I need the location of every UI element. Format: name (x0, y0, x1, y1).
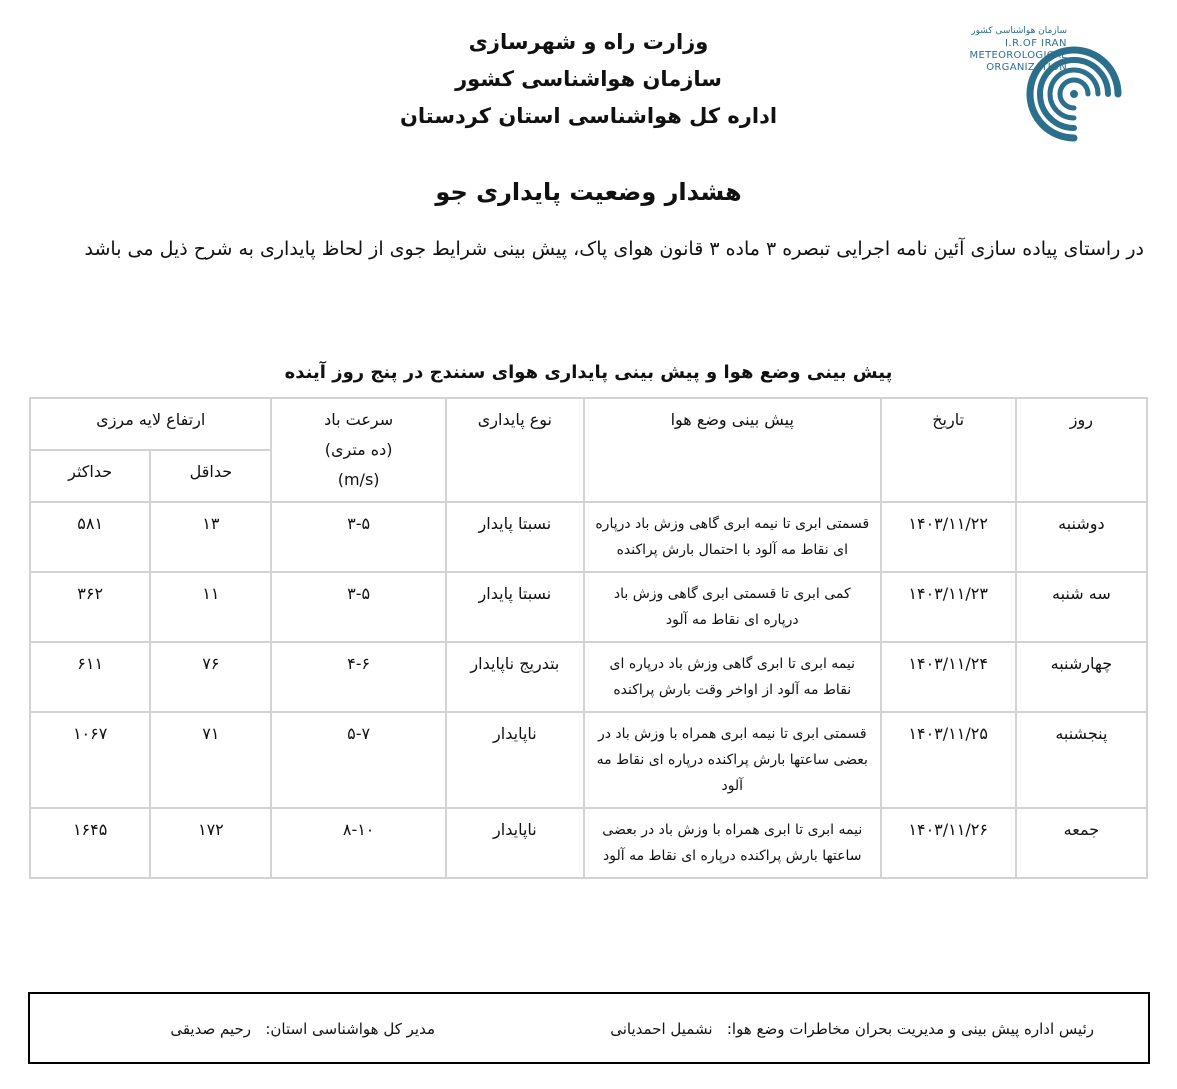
table-header-row (30, 398, 1147, 450)
logo-english-line-1: I.R.OF IRAN (1004, 38, 1067, 49)
table-row (30, 808, 1147, 878)
logo-persian-text: سازمان هواشناسی کشور (971, 26, 1067, 36)
meteorological-organization-logo (960, 24, 1125, 144)
table-row (30, 572, 1147, 642)
header-min: حداقل (150, 450, 271, 502)
cell-stability: بتدریج ناپایدار (446, 642, 584, 712)
cell-date: ۱۴۰۳/۱۱/۲۴ (881, 642, 1016, 712)
director-name: رحیم صدیقی (170, 1020, 252, 1038)
cell-day: جمعه (1016, 808, 1147, 878)
cell-day: دوشنبه (1016, 502, 1147, 572)
cell-day: چهارشنبه (1016, 642, 1147, 712)
cell-wind: ۸-۱۰ (271, 808, 445, 878)
forecast-head-name: نشمیل احمدیانی (610, 1020, 713, 1038)
ministry-name: وزارت راه و شهرسازی (468, 30, 709, 54)
provincial-office-name: اداره کل هواشناسی استان کردستان (399, 104, 778, 128)
cell-max: ۳۶۲ (30, 572, 150, 642)
cell-wind: ۵-۷ (271, 712, 445, 808)
director-title: مدیر کل هواشناسی استان: (265, 1020, 435, 1038)
forecast-head-signature (610, 1020, 1094, 1038)
cell-forecast: نیمه ابری تا ابری گاهی وزش باد درپاره ای نقاط مه آلود از اواخر وقت بارش پراکنده (584, 642, 881, 712)
organization-name: سازمان هواشناسی کشور (455, 67, 722, 91)
forecast-head-title: رئیس اداره پیش بینی و مدیریت بحران مخاطرات وضع هوا: (726, 1020, 1094, 1038)
intro-paragraph: در راستای پیاده سازی آئین نامه اجرایی تبصره ۳ ماده ۳ قانون هوای پاک، پیش بینی شرایط جوی از لحاظ پایداری به شرح ذیل می باشد (84, 238, 1144, 260)
cell-min: ۱۷۲ (150, 808, 271, 878)
cell-min: ۱۱ (150, 572, 271, 642)
table-title: پیش بینی وضع هوا و پیش بینی پایداری هوای سنندج در پنج روز آینده (284, 362, 893, 383)
cell-day: پنجشنبه (1016, 712, 1147, 808)
cell-min: ۱۳ (150, 502, 271, 572)
director-signature (170, 1020, 435, 1038)
cell-day: سه شنبه (1016, 572, 1147, 642)
header-boundary-layer: ارتفاع لایه مرزی (30, 398, 271, 450)
table-row (30, 502, 1147, 572)
cell-min: ۷۶ (150, 642, 271, 712)
logo-english-line-3: ORGANIZATION (986, 62, 1067, 73)
header-wind-line-2: (ده متری) (324, 440, 393, 459)
header-day: روز (1016, 398, 1147, 502)
cell-max: ۶۱۱ (30, 642, 150, 712)
cell-date: ۱۴۰۳/۱۱/۲۳ (881, 572, 1016, 642)
cell-stability: ناپایدار (446, 712, 584, 808)
cell-min: ۷۱ (150, 712, 271, 808)
cell-date: ۱۴۰۳/۱۱/۲۵ (881, 712, 1016, 808)
cell-forecast: کمی ابری تا قسمتی ابری گاهی وزش باد درپاره ای نقاط مه آلود (584, 572, 881, 642)
cell-max: ۵۸۱ (30, 502, 150, 572)
cell-stability: نسبتا پایدار (446, 502, 584, 572)
header-date: تاریخ (881, 398, 1016, 502)
header-wind-line-1: سرعت باد (324, 410, 394, 429)
cell-stability: ناپایدار (446, 808, 584, 878)
forecast-table (29, 397, 1148, 879)
signature-box (28, 992, 1150, 1064)
header-wind-line-3: (m/s) (337, 470, 380, 489)
table-row (30, 712, 1147, 808)
cell-forecast: قسمتی ابری تا نیمه ابری همراه با وزش باد در بعضی ساعتها بارش پراکنده درپاره ای نقاط مه آلود (584, 712, 881, 808)
header-max: حداکثر (30, 450, 150, 502)
cell-max: ۱۰۶۷ (30, 712, 150, 808)
logo-english-line-2: METEOROLOGICAL (969, 50, 1067, 61)
cell-stability: نسبتا پایدار (446, 572, 584, 642)
header-wind-speed (271, 398, 445, 502)
cell-forecast: نیمه ابری تا ابری همراه با وزش باد در بعضی ساعتها بارش پراکنده درپاره ای نقاط مه آلود (584, 808, 881, 878)
cell-wind: ۴-۶ (271, 642, 445, 712)
cell-forecast: قسمتی ابری تا نیمه ابری گاهی وزش باد درپاره ای نقاط مه آلود با احتمال بارش پراکنده (584, 502, 881, 572)
cell-date: ۱۴۰۳/۱۱/۲۶ (881, 808, 1016, 878)
table-row (30, 642, 1147, 712)
cell-max: ۱۶۴۵ (30, 808, 150, 878)
cell-wind: ۳-۵ (271, 572, 445, 642)
header-forecast: پیش بینی وضع هوا (584, 398, 881, 502)
document-title: هشدار وضعیت پایداری جو (435, 178, 742, 206)
cell-wind: ۳-۵ (271, 502, 445, 572)
header-stability: نوع پایداری (446, 398, 584, 502)
cell-date: ۱۴۰۳/۱۱/۲۲ (881, 502, 1016, 572)
